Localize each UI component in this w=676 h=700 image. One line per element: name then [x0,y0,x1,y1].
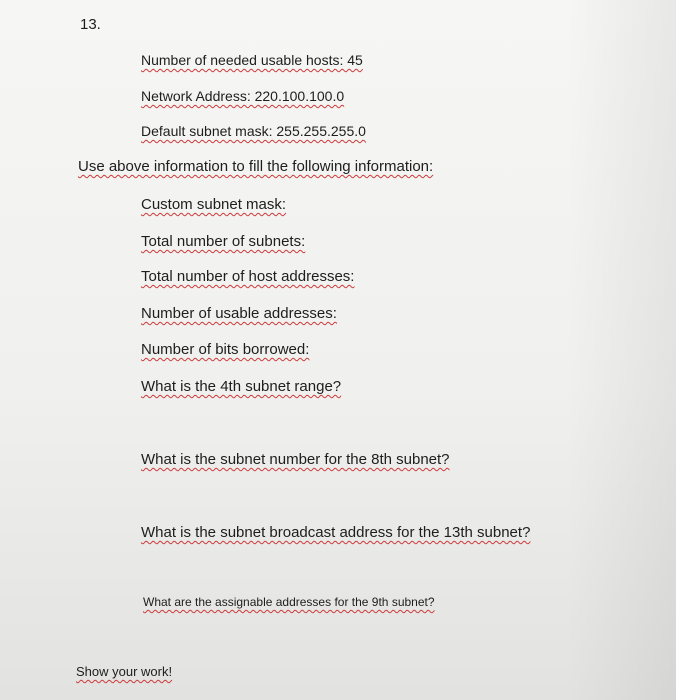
total-subnets-field: Total number of subnets: [141,233,306,250]
question-13th-broadcast: What is the subnet broadcast address for the 13th subnet? [141,524,531,541]
photo-shadow [566,0,676,700]
question-number: 13. [80,16,101,33]
instruction-text: Use above information to fill the following information: [78,158,434,175]
default-mask-text: Default subnet mask: 255.255.255.0 [141,123,366,139]
show-work-note: Show your work! [76,664,173,679]
needed-hosts-text: Number of needed usable hosts: 45 [141,52,363,68]
usable-addresses-field: Number of usable addresses: [141,305,337,322]
question-4th-subnet-range: What is the 4th subnet range? [141,378,342,395]
total-host-addresses-field: Total number of host addresses: [141,268,355,285]
question-8th-subnet-number: What is the subnet number for the 8th subnet? [141,451,450,468]
custom-subnet-mask-field: Custom subnet mask: [141,196,287,213]
question-9th-assignable: What are the assignable addresses for the 9th subnet? [143,595,435,609]
bits-borrowed-field: Number of bits borrowed: [141,341,310,358]
network-address-text: Network Address: 220.100.100.0 [141,88,345,104]
